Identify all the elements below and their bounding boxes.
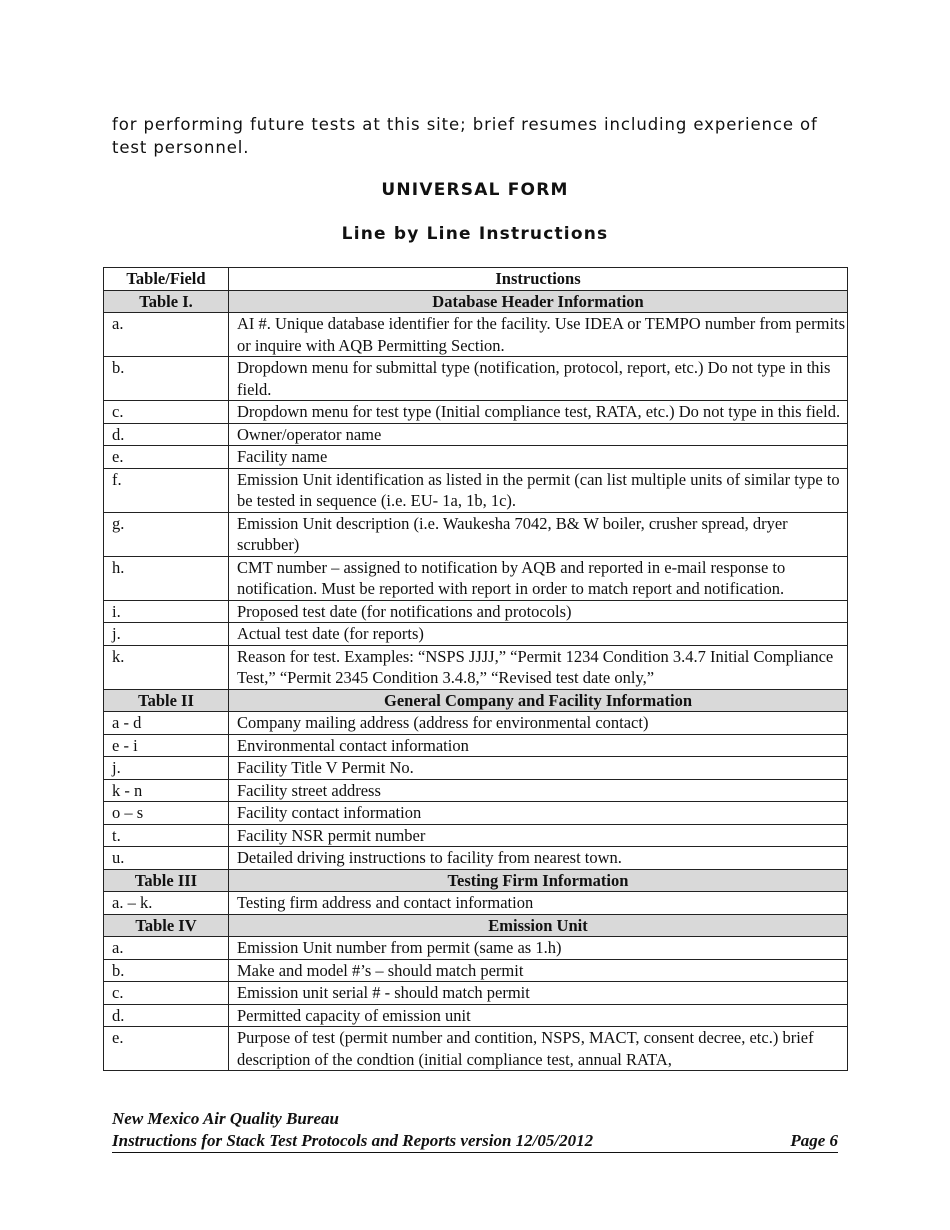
instruction-text: Facility NSR permit number — [229, 824, 848, 847]
field-label: d. — [104, 423, 229, 446]
footer-document-title: Instructions for Stack Test Protocols and Reports version 12/05/2012 — [112, 1131, 594, 1150]
table-row — [104, 623, 848, 646]
section-heading: Testing Firm Information — [229, 869, 848, 892]
instruction-text: Facility contact information — [229, 802, 848, 825]
section-header-row — [104, 914, 848, 937]
field-label: k. — [104, 645, 229, 689]
table-row — [104, 357, 848, 401]
instruction-text: Company mailing address (address for environmental contact) — [229, 712, 848, 735]
instruction-text: Environmental contact information — [229, 734, 848, 757]
field-label: e. — [104, 446, 229, 469]
table-row — [104, 959, 848, 982]
instruction-text: Detailed driving instructions to facility from nearest town. — [229, 847, 848, 870]
section-heading: Database Header Information — [229, 290, 848, 313]
field-label: c. — [104, 401, 229, 424]
instruction-text: Testing firm address and contact information — [229, 892, 848, 915]
field-label: f. — [104, 468, 229, 512]
table-row — [104, 892, 848, 915]
header-instructions: Instructions — [229, 268, 848, 291]
field-label: j. — [104, 757, 229, 780]
instruction-text: Facility street address — [229, 779, 848, 802]
field-label: g. — [104, 512, 229, 556]
field-label: u. — [104, 847, 229, 870]
table-row — [104, 600, 848, 623]
header-field: Table/Field — [104, 268, 229, 291]
field-label: a - d — [104, 712, 229, 735]
table-row — [104, 937, 848, 960]
instruction-text: Permitted capacity of emission unit — [229, 1004, 848, 1027]
field-label: h. — [104, 556, 229, 600]
table-row — [104, 1027, 848, 1071]
instruction-text: Dropdown menu for test type (Initial compliance test, RATA, etc.) Do not type in this field. — [229, 401, 848, 424]
field-label: e. — [104, 1027, 229, 1071]
subtitle: Line by Line Instructions — [341, 224, 609, 244]
footer-org: New Mexico Air Quality Bureau — [112, 1109, 339, 1128]
section-header-row — [104, 689, 848, 712]
table-row — [104, 847, 848, 870]
instruction-text: Purpose of test (permit number and contition, NSPS, MACT, consent decree, etc.) brief description of the condtion (initial compliance test, annual RATA, — [229, 1027, 848, 1071]
field-label: j. — [104, 623, 229, 646]
table-row — [104, 982, 848, 1005]
field-label: a. – k. — [104, 892, 229, 915]
instruction-text: Make and model #’s – should match permit — [229, 959, 848, 982]
instruction-text: Emission Unit identification as listed in the permit (can list multiple units of similar type to be tested in sequence (i.e. EU- 1a, 1b, 1c). — [229, 468, 848, 512]
instruction-text: Emission unit serial # - should match permit — [229, 982, 848, 1005]
instruction-text: Emission Unit number from permit (same as 1.h) — [229, 937, 848, 960]
field-label: i. — [104, 600, 229, 623]
section-title: Table III — [104, 869, 229, 892]
table-row — [104, 824, 848, 847]
table-row — [104, 1004, 848, 1027]
section-title: Table IV — [104, 914, 229, 937]
page-number — [790, 1130, 838, 1152]
table-row — [104, 779, 848, 802]
field-label: k - n — [104, 779, 229, 802]
table-row — [104, 446, 848, 469]
field-label: o – s — [104, 802, 229, 825]
instructions-table — [103, 267, 848, 1071]
instruction-text: Facility name — [229, 446, 848, 469]
page-footer — [112, 1108, 838, 1153]
table-row — [104, 734, 848, 757]
section-header-row — [104, 869, 848, 892]
section-heading: General Company and Facility Information — [229, 689, 848, 712]
intro-paragraph: for performing future tests at this site; brief resumes including experience of test personnel. — [112, 115, 818, 157]
table-row — [104, 423, 848, 446]
section-header-row — [104, 290, 848, 313]
page-number-value: 6 — [829, 1131, 838, 1150]
section-heading: Emission Unit — [229, 914, 848, 937]
table-row — [104, 802, 848, 825]
field-label: a. — [104, 313, 229, 357]
instruction-text: Dropdown menu for submittal type (notification, protocol, report, etc.) Do not type in this field. — [229, 357, 848, 401]
instruction-text: Facility Title V Permit No. — [229, 757, 848, 780]
instruction-text: CMT number – assigned to notification by AQB and reported in e-mail response to notification. Must be reported with report in order to match report and notification. — [229, 556, 848, 600]
table-row — [104, 468, 848, 512]
field-label: b. — [104, 959, 229, 982]
field-label: a. — [104, 937, 229, 960]
field-label: b. — [104, 357, 229, 401]
field-label: d. — [104, 1004, 229, 1027]
page-label: Page — [790, 1131, 826, 1150]
field-label: t. — [104, 824, 229, 847]
table-row — [104, 645, 848, 689]
field-label: c. — [104, 982, 229, 1005]
form-title: UNIVERSAL FORM — [381, 180, 569, 200]
section-title: Table I. — [104, 290, 229, 313]
section-title: Table II — [104, 689, 229, 712]
table-row — [104, 313, 848, 357]
table-row — [104, 757, 848, 780]
table-row — [104, 512, 848, 556]
table-row — [104, 401, 848, 424]
instruction-text: AI #. Unique database identifier for the facility. Use IDEA or TEMPO number from permits or inquire with AQB Permitting Section. — [229, 313, 848, 357]
instruction-text: Owner/operator name — [229, 423, 848, 446]
instruction-text: Actual test date (for reports) — [229, 623, 848, 646]
table-row — [104, 712, 848, 735]
table-row — [104, 556, 848, 600]
table-header-row — [104, 268, 848, 291]
instruction-text: Emission Unit description (i.e. Waukesha 7042, B& W boiler, crusher spread, dryer scrubber) — [229, 512, 848, 556]
instruction-text: Reason for test. Examples: “NSPS JJJJ,” “Permit 1234 Condition 3.4.7 Initial Compliance Test,” “Permit 2345 Condition 3.4.8,” “Revised test date only,” — [229, 645, 848, 689]
field-label: e - i — [104, 734, 229, 757]
instruction-text: Proposed test date (for notifications and protocols) — [229, 600, 848, 623]
